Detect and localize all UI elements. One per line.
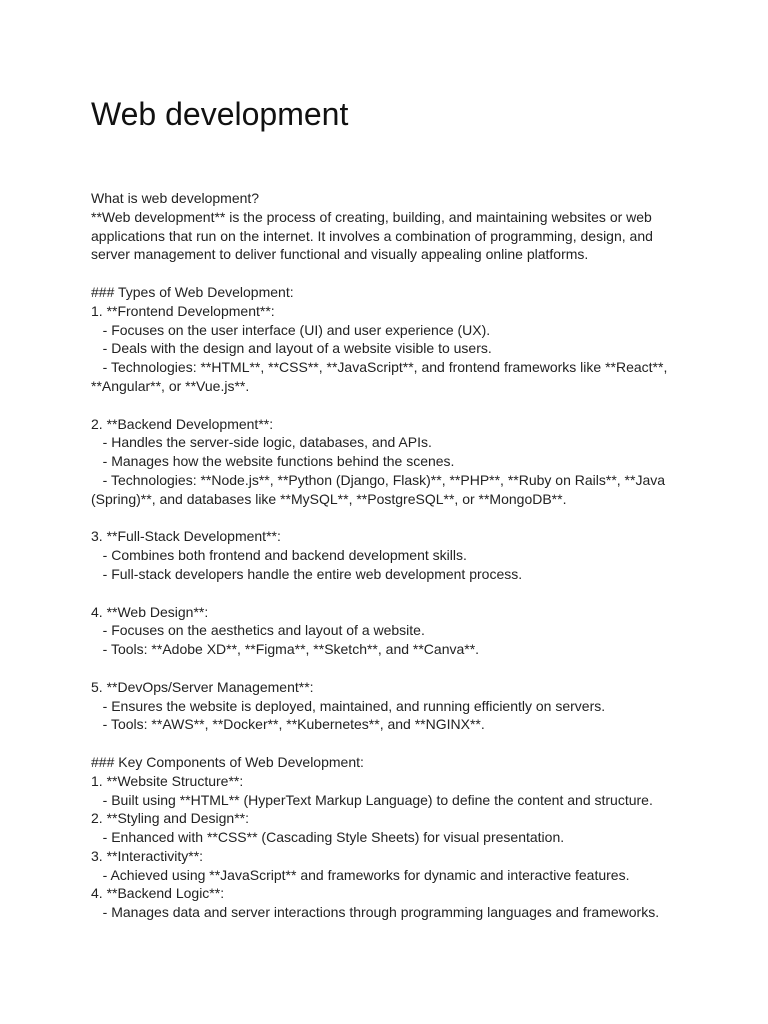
text-line: - Built using **HTML** (HyperText Markup Language) to define the content and structure.	[91, 791, 653, 808]
text-line: - Combines both frontend and backend development skills.	[91, 547, 467, 564]
blank-line	[91, 509, 691, 528]
text-line: **Web development** is the process of creating, building, and maintaining websites or web	[91, 208, 652, 225]
text-line: 4. **Backend Logic**:	[91, 885, 225, 902]
blank-line	[91, 734, 691, 753]
text-line: 3. **Full-Stack Development**:	[91, 528, 281, 545]
text-line: ### Types of Web Development:	[91, 283, 294, 300]
text-line: - Manages data and server interactions through programming languages and frameworks.	[91, 904, 660, 921]
text-line: (Spring)**, and databases like **MySQL**, **PostgreSQL**, or **MongoDB**.	[91, 490, 567, 507]
text-line: - Manages how the website functions behind the scenes.	[91, 453, 455, 470]
text-line: - Focuses on the user interface (UI) and user experience (UX).	[91, 321, 491, 338]
document-body	[91, 189, 691, 922]
text-line: 1. **Website Structure**:	[91, 772, 244, 789]
text-line: - Deals with the design and layout of a website visible to users.	[91, 340, 492, 357]
text-line: - Technologies: **Node.js**, **Python (Django, Flask)**, **PHP**, **Ruby on Rails**, **Java	[91, 471, 666, 488]
text-line: 1. **Frontend Development**:	[91, 302, 275, 319]
text-line: - Handles the server-side logic, databases, and APIs.	[91, 434, 432, 451]
text-line: - Ensures the website is deployed, maintained, and running efficiently on servers.	[91, 697, 606, 714]
blank-line	[91, 396, 691, 415]
blank-line	[91, 584, 691, 603]
text-line: applications that run on the internet. It involves a combination of programming, design, and	[91, 227, 653, 244]
text-line: - Tools: **Adobe XD**, **Figma**, **Sketch**, and **Canva**.	[91, 641, 480, 658]
text-line: 4. **Web Design**:	[91, 603, 209, 620]
text-line: - Tools: **AWS**, **Docker**, **Kubernetes**, and **NGINX**.	[91, 716, 485, 733]
text-line: 3. **Interactivity**:	[91, 847, 204, 864]
text-line: **Angular**, or **Vue.js**.	[91, 377, 250, 394]
text-line: server management to deliver functional and visually appealing online platforms.	[91, 246, 589, 263]
text-line: - Full-stack developers handle the entire web development process.	[91, 565, 523, 582]
text-line: ### Key Components of Web Development:	[91, 753, 364, 770]
text-line: 5. **DevOps/Server Management**:	[91, 678, 314, 695]
text-line: 2. **Styling and Design**:	[91, 810, 249, 827]
document-title: Web development	[91, 96, 349, 132]
blank-line	[91, 264, 691, 283]
text-line: - Achieved using **JavaScript** and frameworks for dynamic and interactive features.	[91, 866, 630, 883]
blank-line	[91, 659, 691, 678]
text-line: - Focuses on the aesthetics and layout of a website.	[91, 622, 425, 639]
text-line: What is web development?	[91, 190, 260, 206]
text-line: - Enhanced with **CSS** (Cascading Style Sheets) for visual presentation.	[91, 829, 565, 846]
text-line: - Technologies: **HTML**, **CSS**, **JavaScript**, and frontend frameworks like **React**,	[91, 359, 668, 376]
text-line: 2. **Backend Development**:	[91, 415, 274, 432]
